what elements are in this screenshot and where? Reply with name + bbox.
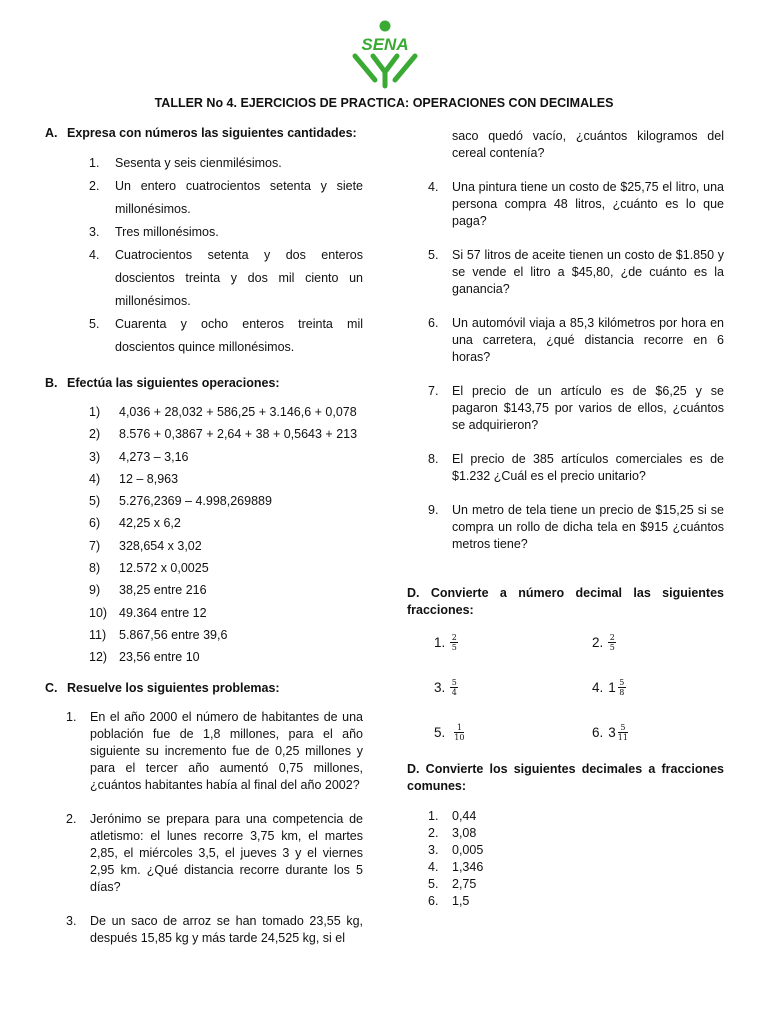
section-letter: C. [45, 681, 58, 696]
section-letter: B. [45, 376, 58, 390]
fraction-item: 2. $\frac{2}{5}$ [592, 633, 615, 652]
list-item: 2. Jerónimo se prepara para una competencia de atletismo: el lunes recorre 3,75 km, el martes 2,85, el miércoles 3,5, el jueves 3 y el viernes 2,95 km. ¿Qué distancia recorre durante los 5 días? [66, 812, 363, 895]
list-item: 5. Si 57 litros de aceite tienen un costo de $1.850 y se vende el litro a $45,80, ¿de cuánto es la ganancia? [428, 248, 724, 296]
logo-text: SENA [361, 35, 409, 54]
section-a-list [45, 152, 363, 359]
list-item: 1. En el año 2000 el número de habitantes de una población fue de 1,8 millones, para el año siguiente su incremento fue de 0,25 millones y para el tercer año aumentó 0,75 millones, ¿cuántos habitantes había al final del año 2002? [66, 710, 363, 793]
page-title: TALLER No 4. EJERCICIOS DE PRACTICA: OPERACIONES CON DECIMALES [154, 96, 614, 110]
section-b-heading [45, 376, 363, 390]
list-item: 12) 23,56 entre 10 [89, 650, 200, 665]
fraction-item: 6. 3 $\frac{5}{11}$ [592, 723, 628, 742]
list-item: 1. 0,44 [428, 809, 477, 823]
list-item: 2. 3,08 [428, 826, 477, 840]
section-c-heading [45, 681, 363, 695]
list-item: 9. Un metro de tela tiene un precio de $15,25 si se compra un rollo de dicha tela en $915 ¿cuántos metros tiene? [428, 503, 724, 551]
fraction-item: 5. $\frac{1}{10}$ [434, 723, 465, 742]
list-item: 2. Un entero cuatrocientos setenta y siete millonésimos. [89, 179, 363, 216]
fraction: $\frac{5}{8}$ [619, 678, 625, 697]
list-item: 10) 49.364 entre 12 [89, 605, 207, 620]
section-e-list [407, 808, 724, 910]
list-item: 4. 1,346 [428, 860, 484, 874]
fraction: $\frac{1}{10}$ [454, 723, 465, 742]
fraction: $\frac{5}{11}$ [617, 723, 628, 742]
list-item: 9) 38,25 entre 216 [89, 583, 207, 598]
list-item: 11) 5.867,56 entre 39,6 [89, 627, 228, 642]
list-item: 3. 0,005 [428, 843, 484, 857]
list-item: 7) 328,654 x 3,02 [89, 538, 202, 553]
fractions-grid [407, 631, 724, 761]
fraction-item: 1. $\frac{2}{5}$ [434, 633, 457, 652]
list-item: 1) 4,036 + 28,032 + 586,25 + 3.146,6 + 0,078 [89, 405, 357, 419]
fraction-item: 3. $\frac{5}{4}$ [434, 678, 457, 697]
list-item: 2) 8.576 + 0,3867 + 2,64 + 38 + 0,5643 + 213 [89, 427, 358, 442]
section-c-list-continued [407, 179, 724, 553]
list-item: 6. Un automóvil viaja a 85,3 kilómetros por hora en una carretera, ¿qué distancia recorre en 6 horas? [428, 316, 724, 364]
section-letter: A. [45, 126, 58, 140]
list-item: 3) 4,273 – 3,16 [89, 449, 189, 464]
section-d-heading: D. Convierte a número decimal las siguientes fracciones: [407, 586, 724, 617]
section-title: Expresa con números las siguientes cantidades: [67, 126, 357, 140]
section-title: Resuelve los siguientes problemas: [67, 681, 280, 696]
section-a-heading [45, 126, 363, 140]
fraction: $\frac{5}{4}$ [451, 678, 457, 697]
list-item: 6) 42,25 x 6,2 [89, 516, 181, 531]
list-item: 5. 2,75 [428, 877, 477, 891]
list-item: 3. Tres millonésimos. [89, 225, 219, 239]
list-item: 4. Cuatrocientos setenta y dos enteros doscientos treinta y dos mil ciento un millonésimos. [89, 248, 363, 308]
list-item: 4. Una pintura tiene un costo de $25,75 el litro, una persona compra 48 litros, ¿cuánto es lo que paga? [428, 180, 724, 228]
list-item: 7. El precio de un artículo es de $6,25 y se pagaron $143,75 por varios de ellos, ¿cuántos se adquirieron? [428, 384, 724, 432]
section-c-list [45, 709, 363, 947]
list-item: 6. 1,5 [428, 894, 470, 908]
list-item: 3. De un saco de arroz se han tomado 23,55 kg, después 15,85 kg y más tarde 24,525 kg, si el [66, 914, 363, 946]
list-item: 5) 5.276,2369 – 4.998,269889 [89, 494, 272, 509]
sena-logo [349, 20, 421, 90]
list-item: 8. El precio de 385 artículos comerciales es de $1.232 ¿Cuál es el precio unitario? [428, 452, 724, 483]
fraction-item: 4. 1 $\frac{5}{8}$ [592, 678, 625, 697]
left-column [45, 126, 363, 964]
right-column [407, 128, 724, 910]
fraction: $\frac{2}{5}$ [609, 633, 615, 652]
list-item: 8) 12.572 x 0,0025 [89, 561, 209, 576]
section-title: Efectúa las siguientes operaciones: [67, 376, 280, 390]
list-item: 1. Sesenta y seis cienmilésimos. [89, 156, 282, 170]
section-e-heading: D. Convierte los siguientes decimales a fracciones comunes: [407, 762, 724, 793]
fraction: $\frac{2}{5}$ [451, 633, 457, 652]
list-item-continuation: saco quedó vacío, ¿cuántos kilogramos del cereal contenía? [452, 129, 724, 160]
list-item: 5. Cuarenta y ocho enteros treinta mil doscientos quince millonésimos. [89, 317, 363, 354]
list-item: 4) 12 – 8,963 [89, 471, 179, 486]
section-b-list [45, 402, 363, 667]
